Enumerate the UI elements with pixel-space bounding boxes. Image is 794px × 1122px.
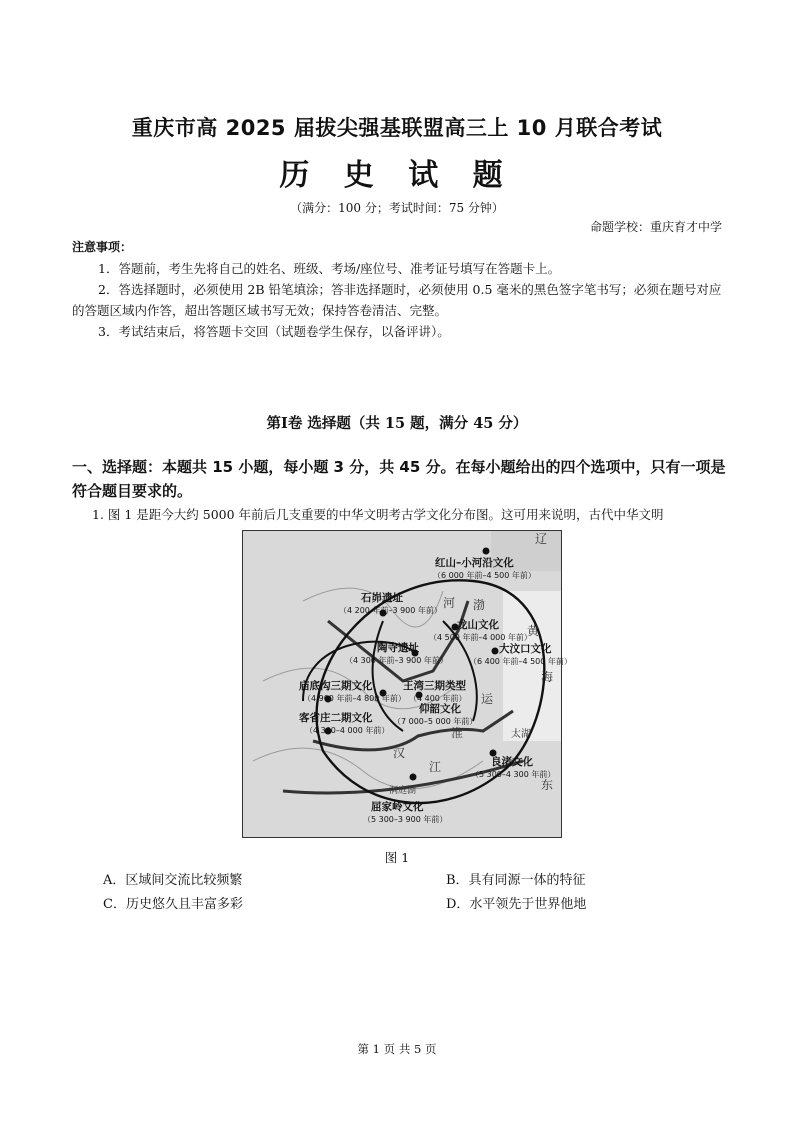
site-label-date: （4 400 年前） <box>409 694 467 703</box>
geo-label: 黄 <box>527 624 540 638</box>
geo-label: 汉 <box>393 746 406 760</box>
question-stem: 1. 图 1 是距今大约 5000 年前后几支重要的中华文明考古学文化分布图。这可用来说明，古代中华文明 <box>92 507 664 522</box>
site-label-name: 陶寺遗址 <box>377 642 419 654</box>
option-a: A．区域间交流比较频繁 <box>103 873 243 888</box>
notice-item: 2．答选择题时，必须使用 2B 铅笔填涂；答非选择题时，必须使用 0.5 毫米的黑色签字笔书写；必须在题号对应的答题区域内作答，超出答题区域书写无效；保持答卷清洁、完整。 <box>72 282 722 318</box>
notice-list <box>72 258 722 342</box>
map-graphic <box>243 531 572 837</box>
site-label-date: （4 200 年前–3 900 年前） <box>339 606 442 615</box>
site-label-name: 客省庄二期文化 <box>299 712 373 724</box>
part-heading: 第Ⅰ卷 选择题（共 15 题，满分 45 分） <box>266 415 528 432</box>
site-label-date: （4 300–4 000 年前） <box>305 726 390 735</box>
site-label-name: 龙山文化 <box>457 619 499 631</box>
notice-item: 3．考试结束后，将答题卡交回（试题卷学生保存，以备评讲）。 <box>98 324 450 339</box>
site-label-date: （4 300 年前–3 900 年前） <box>345 656 448 665</box>
exam-meta: （满分：100 分；考试时间：75 分钟） <box>290 201 504 215</box>
site-label-date: （4 500 年前–4 000 年前） <box>429 633 532 642</box>
geo-label: 东 <box>541 778 554 792</box>
notice-heading: 注意事项： <box>72 240 133 254</box>
section-heading: 一、选择题：本题共 15 小题，每小题 3 分，共 45 分。在每小题给出的四个选项中，只有一项是符合题目要求的。 <box>72 458 726 500</box>
site-label-date: （7 000–5 000 年前） <box>393 717 478 726</box>
culture-distribution-map <box>242 530 572 838</box>
notice-item: 1．答题前，考生先将自己的姓名、班级、考场/座位号、准考证号填写在答题卡上。 <box>98 261 561 276</box>
site-label-name: 石峁遗址 <box>361 592 403 604</box>
geo-label: 淮 <box>451 726 464 740</box>
site-label-date: （5 300–3 900 年前） <box>363 815 448 824</box>
geo-label: 太湖 <box>511 729 531 740</box>
site-label-name: 良渚文化 <box>491 756 533 768</box>
site-label-date: （6 000 年前–4 500 年前） <box>433 571 536 580</box>
site-label-date: （5 300–4 300 年前） <box>471 770 556 779</box>
geo-label: 海 <box>541 670 554 684</box>
option-d: D．水平领先于世界他地 <box>446 897 587 912</box>
geo-label: 运 <box>481 692 494 706</box>
site-label-name: 王湾三期类型 <box>403 680 466 692</box>
option-b: B．具有同源一体的特征 <box>446 873 586 888</box>
geo-label: 洞庭湖 <box>389 786 417 796</box>
option-c: C．历史悠久且丰富多彩 <box>103 897 243 912</box>
figure-caption: 图 1 <box>384 850 410 865</box>
setter-school: 命题学校：重庆育才中学 <box>589 220 722 234</box>
site-label-name: 红山–小河沿文化 <box>435 557 514 569</box>
site-label-date: （6 400 年前–4 500 年前） <box>469 657 572 666</box>
site-label-name: 庙底沟三期文化 <box>299 680 373 692</box>
geo-label: 渤 <box>473 598 486 612</box>
site-label-name: 大汶口文化 <box>499 643 552 655</box>
site-label-date: （4 900 年前–4 800 年前） <box>303 694 406 703</box>
site-label-name: 屈家岭文化 <box>371 801 424 813</box>
geo-label: 江 <box>429 760 442 774</box>
page-footer: 第 1 页 共 5 页 <box>357 1042 437 1056</box>
geo-label: 辽 <box>535 532 548 546</box>
geo-label: 河 <box>443 596 456 610</box>
exam-title: 重庆市高 2025 届拔尖强基联盟高三上 10 月联合考试 <box>131 116 663 140</box>
site-label-name: 仰韶文化 <box>419 703 461 715</box>
subject-title: 历 史 试 题 <box>279 158 515 193</box>
